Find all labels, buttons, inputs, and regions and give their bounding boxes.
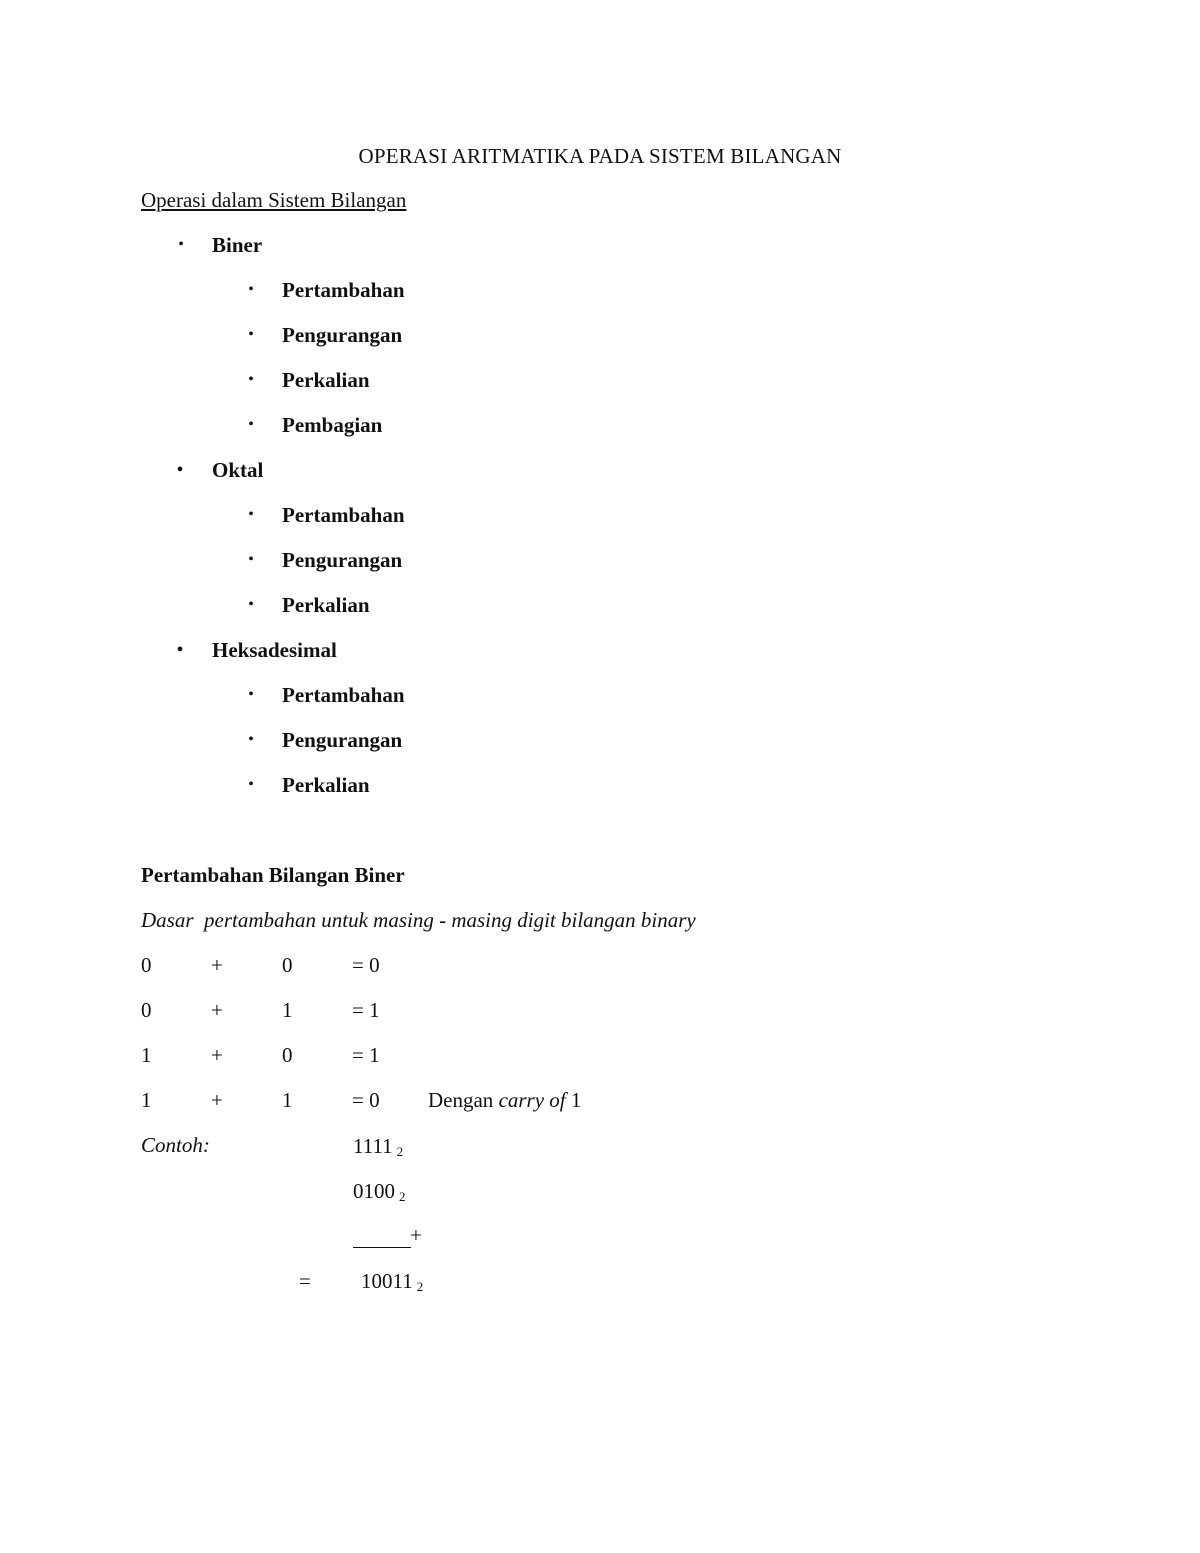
addition-intro: Dasar pertambahan untuk masing - masing digit bilangan binary <box>141 908 696 932</box>
rule-operator: + <box>211 953 223 977</box>
rule-operand-a: 1 <box>141 1088 152 1112</box>
example-plus-sign: + <box>410 1223 422 1247</box>
bullet-marker: • <box>248 596 254 613</box>
rule-operand-b: 1 <box>282 998 293 1022</box>
bullet-marker: • <box>248 686 254 703</box>
outline-subitem: Pertambahan <box>282 683 405 707</box>
rule-operator: + <box>211 998 223 1022</box>
document-title: OPERASI ARITMATIKA PADA SISTEM BILANGAN <box>358 144 842 168</box>
addition-heading: Pertambahan Bilangan Biner <box>141 863 405 887</box>
rule-result: = 1 <box>352 1043 380 1067</box>
carry-note-prefix: Dengan <box>428 1088 499 1112</box>
bullet-marker: • <box>248 731 254 748</box>
number-base: 2 <box>396 1144 404 1159</box>
rule-operand-b: 0 <box>282 1043 293 1067</box>
sum-rule-line <box>353 1247 411 1248</box>
outline-subitem: Pembagian <box>282 413 383 437</box>
example-result <box>361 1268 423 1300</box>
rule-operand-a: 1 <box>141 1043 152 1067</box>
outline-subitem: Pengurangan <box>282 323 403 347</box>
bullet-marker: • <box>176 459 184 481</box>
rule-operator: + <box>211 1088 223 1112</box>
rule-result: = 0 <box>352 953 380 977</box>
outline-subitem: Pengurangan <box>282 728 403 752</box>
rule-result: = 1 <box>352 998 380 1022</box>
number-base: 2 <box>416 1279 424 1294</box>
bullet-marker: • <box>248 551 254 568</box>
example-operand-2 <box>353 1178 406 1210</box>
carry-note <box>428 1087 581 1113</box>
number-base: 2 <box>399 1189 406 1204</box>
example-equals-sign: = <box>299 1269 311 1293</box>
example-operand-1 <box>353 1133 403 1165</box>
bullet-marker: • <box>248 281 254 298</box>
example-result-value: 10011 <box>361 1269 413 1293</box>
rule-operator: + <box>211 1043 223 1067</box>
example-operand-1-value: 1111 <box>353 1134 393 1158</box>
rule-operand-b: 0 <box>282 953 293 977</box>
section-heading: Operasi dalam Sistem Bilangan <box>141 188 407 212</box>
bullet-marker: • <box>248 326 254 343</box>
rule-operand-a: 0 <box>141 953 152 977</box>
bullet-marker: • <box>248 506 254 523</box>
rule-result: = 0 <box>352 1088 380 1112</box>
rule-operand-a: 0 <box>141 998 152 1022</box>
outline-subitem: Perkalian <box>282 368 370 392</box>
example-operand-2-value: 0100 <box>353 1179 395 1203</box>
bullet-marker: • <box>176 639 184 661</box>
bullet-marker: • <box>248 371 254 388</box>
carry-note-suffix: 1 <box>565 1088 582 1112</box>
outline-subitem: Perkalian <box>282 773 370 797</box>
outline-subitem: Pengurangan <box>282 548 403 572</box>
bullet-marker: • <box>248 776 254 793</box>
outline-subitem: Perkalian <box>282 593 370 617</box>
outline-subitem: Pertambahan <box>282 278 405 302</box>
carry-note-term: carry of <box>498 1088 566 1112</box>
bullet-marker: • <box>178 236 184 253</box>
bullet-marker: • <box>248 416 254 433</box>
rule-operand-b: 1 <box>282 1088 293 1112</box>
example-label: Contoh: <box>141 1133 210 1157</box>
outline-item-biner: Biner <box>212 233 263 257</box>
outline-item-heksadesimal: Heksadesimal <box>212 638 337 662</box>
outline-subitem: Pertambahan <box>282 503 405 527</box>
outline-item-oktal: Oktal <box>212 458 264 482</box>
